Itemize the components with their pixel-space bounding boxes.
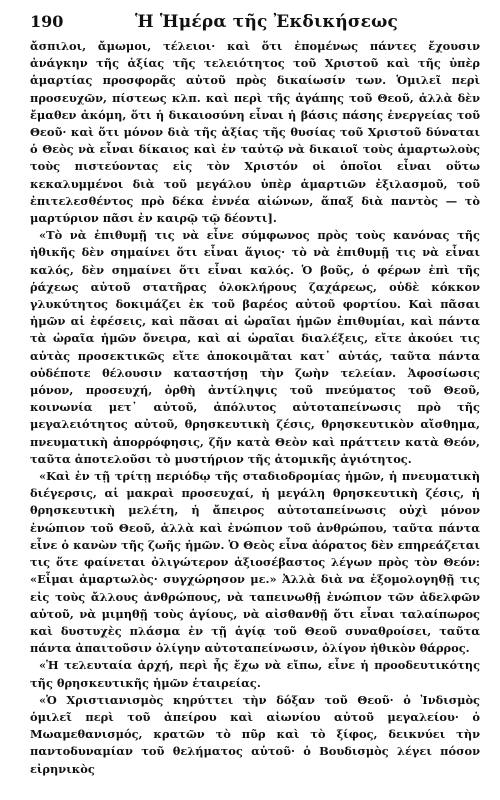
paragraph-2: «Τὸ νὰ ἐπιθυμῇ τις νὰ εἶνε σύμφωνος πρὸς τοὺς κανόνας τῆς ἠθικῆς δὲν σημαίνει ὅτι εἶναι ἅγιος· τὸ νὰ ἐπιθυμῇ τις νὰ εἶναι καλός, δὲν σημαίνει ὅτι εἶναι καλός. Ὁ βοῦς, ὁ φέρων ἐπὶ τῆς ῥάχεως αὐτοῦ στατῆρας ὁλοκλήρους ζαχάρεως, οὐδὲ κόκκον γλυκύτητος δοκιμάζει ἐκ τοῦ βαρέος αὐτοῦ φορτίου. Καὶ πᾶσαι ἡμῶν αἱ ἐφέσεις, καὶ πᾶσαι αἱ ὡραῖαι ἡμῶν ἐπιθυμίαι, καὶ πάντα τὰ ὡραῖα ἡμῶν ὄνειρα, καὶ αἱ ὡραῖαι διαλέξεις, εἴτε ἀκούει τις αὐτὰς προσεκτικῶς εἴτε ἀποκοιμᾶται κατ᾽ αὐτάς, ταῦτα πάντα οὐδέποτε θέλουσιν καταστήσῃ τὴν ζωὴν τελείαν. Ἀφοσίωσις μόνον, προσευχή, ὀρθὴ ἀντίληψις τοῦ πνεύματος τοῦ Θεοῦ, κοινωνία μετ᾽ αὐτοῦ, ἀπόλυτος αὐτοταπείνωσις πρὸ τῆς μεγαλειότητος αὐτοῦ, θρησκευτικὴ ζέσις, θρησκευτικὸν αἴσθημα, πνευματικὴ ἀπορρόφησις, ζῆν κατὰ Θεὸν καὶ πράττειν κατὰ Θεόν, ταῦτα ἀποτελοῦσι τὸ μυστήριον τῆς ἀτομικῆς ἁγιότητος. <box>30 228 480 466</box>
paragraph-3: «Καὶ ἐν τῇ τρίτῃ περιόδῳ τῆς σταδιοδρομίας ἡμῶν, ἡ πνευματικὴ διέγερσις, αἱ μακραὶ προσευχαί, ἡ μεγάλη θρησκευτικὴ ζέσις, ἡ θρησκευτικὴ μελέτη, ἡ ἄπειρος αὐτοταπείνωσις οὐχὶ μόνον ἐνώπιον τοῦ Θεοῦ, ἀλλὰ καὶ ἐνώπιον τοῦ ἀνθρώπου, ταῦτα πάντα εἶνε ὁ κανὼν τῆς ζωῆς ἡμῶν. Ὁ Θεὸς εἶνα ἀόρατος δὲν επηρεάζεται τις ὅτε φαίνεται ὀλιγώτερον ἀξιοσέβαστος λέγων πρὸς τὸν Θεόν: «Εἶμαι ἁμαρτωλὸς· συγχώρησον με.» Ἀλλὰ διὰ να ἐξομολογηθῇ τις εἰς τοὺς ἄλλους ἀνθρώπους, νὰ ταπεινωθῇ ἐνώπιον τῶν ἀδελφῶν αὐτοῦ, νὰ μιμηθῇ τοὺς ἁγίους, νὰ αἰσθανθῇ ὅτι εἶναι ταλαίπωρος καὶ δυστυχὲς πλάσμα ἐν τῇ ἁγίᾳ τοῦ Θεοῦ συναθροίσει, ταῦτα πάντα ἀπαιτοῦσιν ὀλίγην αὐτοταπείνωσιν, ὀλίγον ἠθικὸν θάρρος. <box>30 469 480 656</box>
paragraph-4: «Ἡ τελευταία ἀρχή, περὶ ἧς ἔχω νὰ εἴπω, εἶνε ἡ προοδευτικότης τῆς θρησκευτικῆς ἡμῶν ἑταιρείας. <box>30 658 480 690</box>
page-body <box>30 38 480 778</box>
page-number: 190 <box>30 12 64 31</box>
paragraph-5: «Ὁ Χριστιανισμὸς κηρύττει τὴν δόξαν τοῦ Θεοῦ· ὁ Ἰνδισμὸς ὁμιλεῖ περὶ τοῦ ἀπείρου καὶ αἰωνίου αὐτοῦ μεγαλείου· ὁ Μωαμεθανισμός, κρατῶν τὸ πῦρ καὶ τὸ ξίφος, δεικνύει τὴν παντοδυναμίαν τοῦ θελήματος αὐτοῦ· ὁ Βουδισμὸς λέγει πόσον εἰρηνικὸς <box>30 692 480 776</box>
page-header <box>30 12 480 38</box>
paragraph-1: ἄσπιλοι, ἄμωμοι, τέλειοι· καὶ ὅτι ἐπομένως πάντες ἔχουσιν ἀνάγκην τῆς ἀξίας τῆς τελειότητος τοῦ Χριστοῦ καὶ τῆς ὑπὲρ ἁμαρτίας προσφορᾶς αὐτοῦ πρὸς δικαίωσίν των. Ὁμιλεῖ περὶ προσευχῶν, πίστεως κλπ. καὶ περὶ τῆς ἀγάπης τοῦ Θεοῦ, ἀλλὰ δὲν ἔμαθεν ἀκόμη, ὅτι ἡ δικαιοσύνη εἶναι ἡ βάσις πάσης ἐνεργείας τοῦ Θεοῦ· καὶ ὅτι μόνον διὰ τῆς ἀξίας τῆς θυσίας τοῦ Χριστοῦ δύναται ὁ Θεὸς νὰ εἶναι δίκαιος καὶ ἐν ταὐτῷ νὰ δικαιοῖ τοὺς ἁμαρτωλοὺς τοὺς πιστεύοντας εἰς τὸν Χριστόν οἱ ὁποῖοι εἶναι οὕτω κεκαλυμμένοι διὰ τοῦ μεγάλου ὑπὲρ ἁμαρτιῶν ἐξιλασμοῦ, τοῦ ἐπιτελεσθέντος πρὸ δέκα ἐννέα αἰώνων, ἅπαξ διὰ παντὸς — τὸ μαρτύριον πᾶσι ἐν καιρῷ τῷ δέοντι]. <box>30 39 480 226</box>
running-title: Ἡ Ἡμέρα τῆς Ἐκδικήσεως <box>135 12 399 32</box>
